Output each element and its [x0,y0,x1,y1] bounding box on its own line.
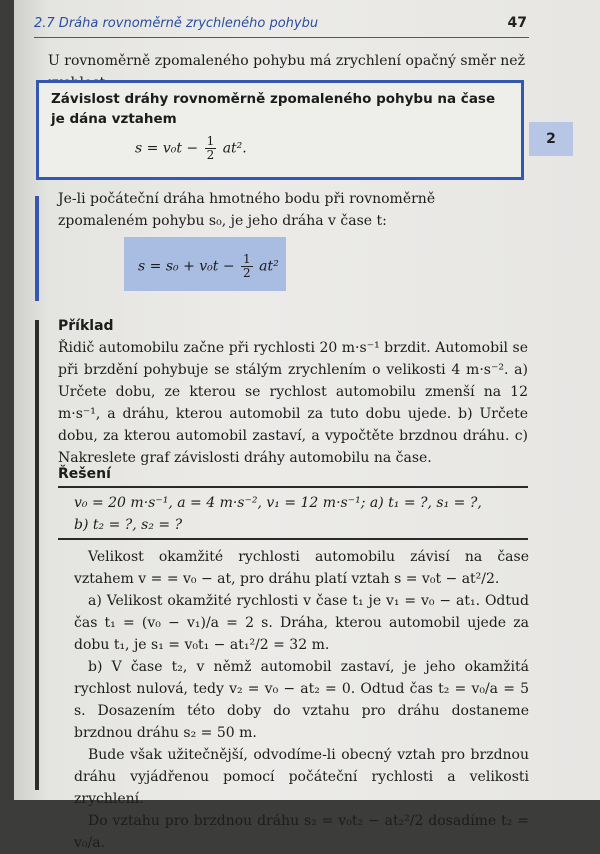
formula-right: at² [259,258,279,275]
solution-paragraph: b) V čase t₂, v němž automobil zastaví, je jeho okamžitá rychlost nulová, tedy v₂ = v₀ − at₂ = 0. Odtud čas t₂ = v₀/a = 5 s. Dosazením této doby do vztahu pro dráhu dostaneme brzdnou dráhu s₂ = 50 m. [74,659,529,741]
solution-rule-bottom [58,538,528,540]
remark-sidebar-line [35,196,39,301]
definition-text: Závislost dráhy rovnoměrně zpomaleného pohybu na čase je dána vztahem [51,91,496,127]
chapter-tab: 2 [529,122,573,156]
fraction-denominator: 2 [206,148,215,162]
given-line-1: v₀ = 20 m·s⁻¹, a = 4 m·s⁻², v₁ = 12 m·s⁻¹; a) t₁ = ?, s₁ = ?, [74,495,482,511]
formula-right: at². [222,140,247,157]
remark-formula-box [124,237,286,291]
given-line-2: b) t₂ = ?, s₂ = ? [74,517,183,533]
solution-paragraph: Velikost okamžité rychlosti automobilu závisí na čase vztahem v = = v₀ − at, pro dráhu platí vztah s = v₀t − at²/2. [74,549,529,587]
solution-body [74,546,529,854]
definition-box [36,80,524,180]
page-number: 47 [507,15,527,31]
example-heading: Příklad [58,318,114,334]
remark-formula [138,253,279,280]
intro-sentence: U rovnoměrně zpomaleného pohybu má zrychlení opačný směr než [48,53,525,69]
fraction [241,253,253,280]
page-header [34,14,529,38]
definition-formula [135,135,247,162]
fraction-denominator: 2 [243,266,251,280]
solution-paragraph: a) Velikost okamžité rychlosti v čase t₁ je v₁ = v₀ − at₁. Odtud čas t₁ = (v₀ − v₁)/a = 2 s. Dráha, kterou automobil ujede za dobu t₁, je s₁ = v₀t₁ − at₁²/2 = 32 m. [74,593,529,653]
solution-paragraph: Bude však užitečnější, odvodíme-li obecný vztah pro brzdnou dráhu vyjádřenou pomocí počáteční rychlosti a velikosti zrychlení. [74,747,529,807]
example-sidebar-line [35,320,39,790]
solution-paragraph: Do vztahu pro brzdnou dráhu s₂ = v₀t₂ − at₂²/2 dosadíme t₂ = v₀/a. [74,813,529,851]
remark-text: Je-li počáteční dráha hmotného bodu při rovnoměrně zpomaleném pohybu s₀, je jeho dráha v čase t: [58,191,436,229]
formula-left: s = v₀t − [135,140,199,157]
fraction-numerator: 1 [206,134,215,148]
fraction-numerator: 1 [243,252,251,266]
solution-heading: Řešení [58,466,111,482]
solution-rule-top [58,486,528,488]
fraction [205,135,217,162]
example-text: Řidič automobilu začne při rychlosti 20 m·s⁻¹ brzdit. Automobil se při brzdění pohybuje se stálým zrychlením o velikosti 4 m·s⁻². a) Určete dobu, ze kterou se rychlost automobilu zmenší na 12 m·s⁻¹, a dráhu, kterou automobil za tuto dobu ujede. b) Určete dobu, za kterou automobil zastaví, a vypočtěte brzdnou dráhu. c) Nakreslete graf závislosti dráhy automobilu na čase. [58,340,528,466]
formula-left: s = s₀ + v₀t − [138,258,235,275]
running-title: 2.7 Dráha rovnoměrně zrychleného pohybu [34,16,319,31]
given-values [74,492,529,536]
textbook-page [14,0,600,851]
